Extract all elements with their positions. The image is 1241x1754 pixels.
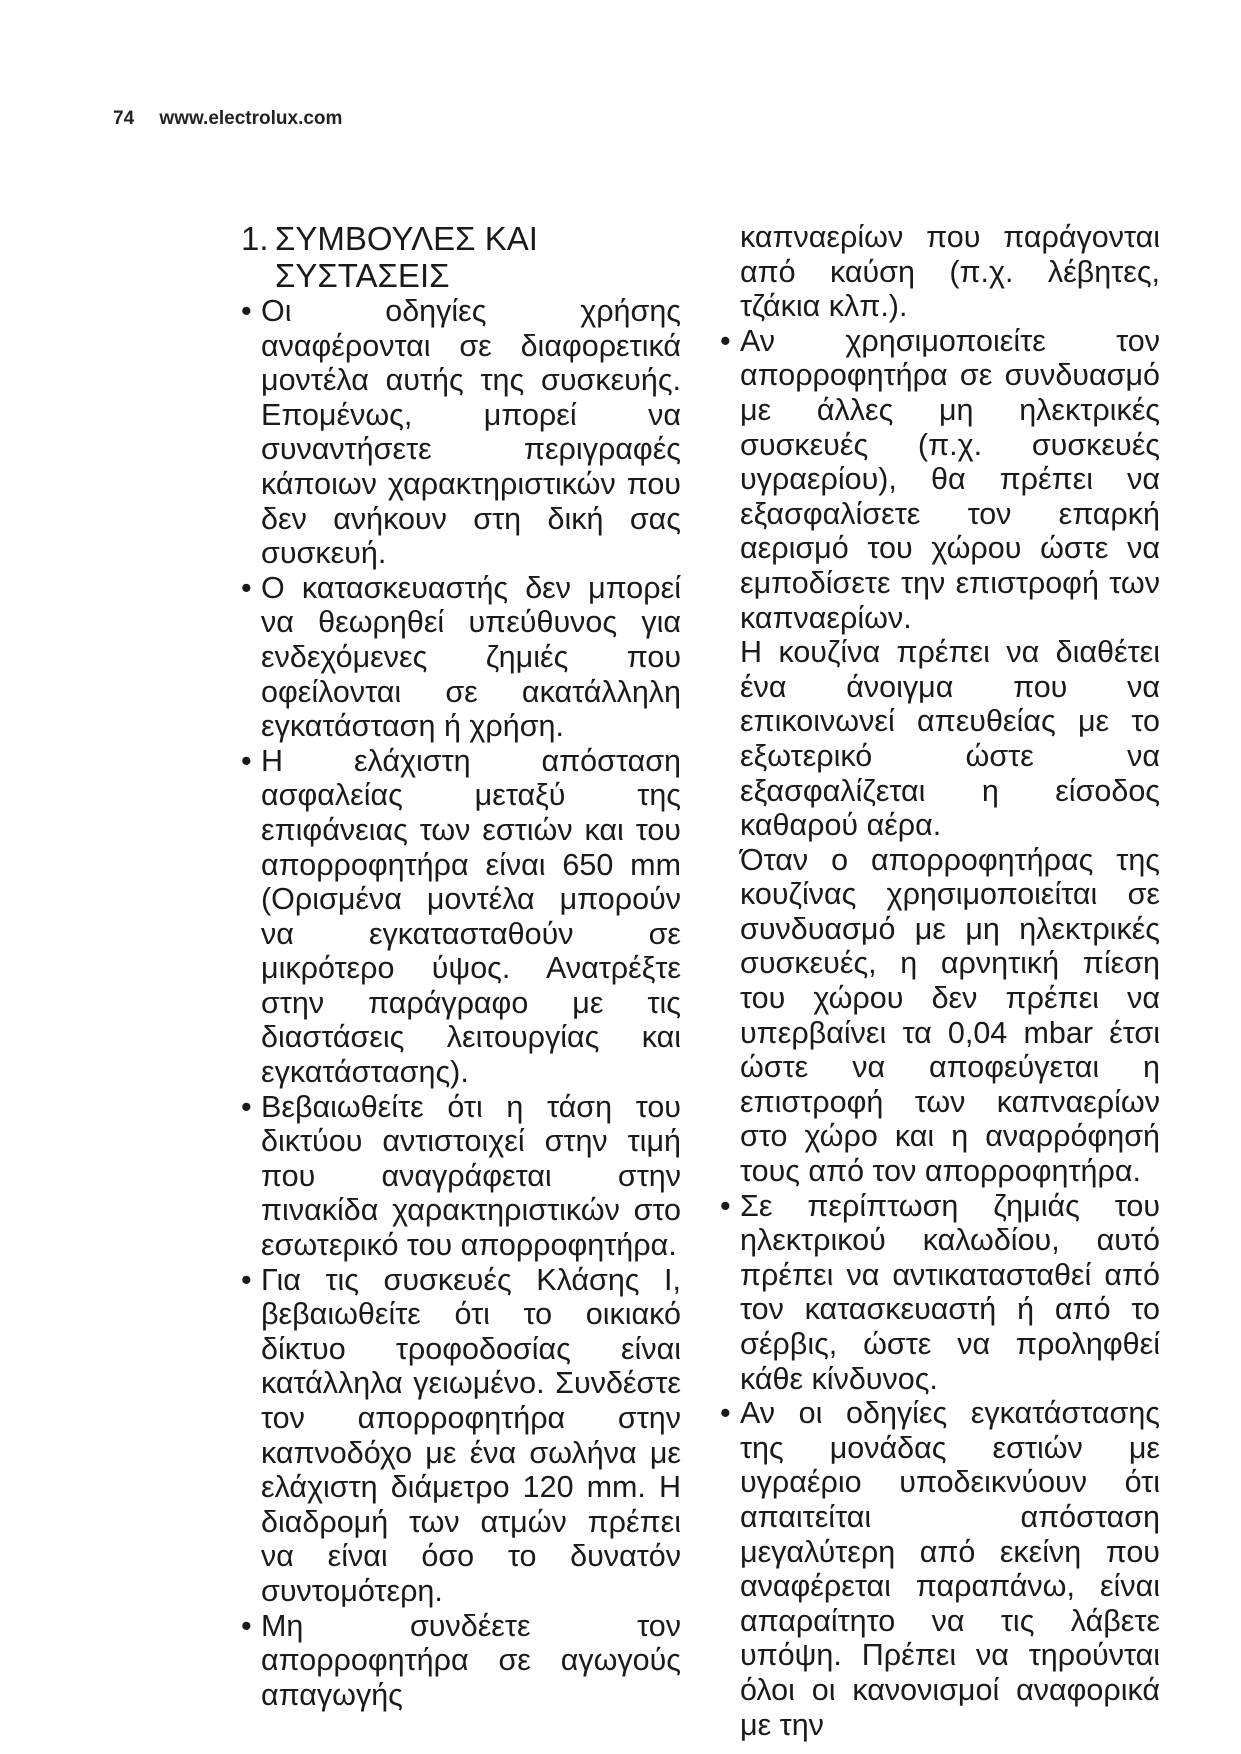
page-header — [113, 108, 342, 130]
list-item: • Μη συνδέετε τον απορροφητήρα σε αγωγούς απαγωγής — [241, 1609, 681, 1713]
section-number: 1. — [241, 220, 269, 257]
list-item: • Ο κατασκευαστής δεν μπορεί να θεωρηθεί υπεύθυνος για ενδεχόμενες ζημιές που οφείλονται σε ακατάλληλη εγκατάσταση ή χρήση. — [241, 571, 681, 744]
continued-text: καπναερίων που παράγονται από καύση (π.χ. λέβητες, τζάκια κλπ.). — [740, 220, 1160, 324]
bullet-list-right — [720, 324, 1160, 1742]
section-heading — [241, 220, 681, 294]
list-item: • Σε περίπτωση ζημιάς του ηλεκτρικού καλωδίου, αυτό πρέπει να αντικατασταθεί από τον κατασκευαστή ή από το σέρβις, ώστε να προληφθεί κάθε κίνδυνος. — [720, 1189, 1160, 1397]
left-column — [241, 220, 681, 1712]
paragraph: Η κουζίνα πρέπει να διαθέτει ένα άνοιγμα που να επικοινωνεί απευθείας με το εξωτερικό ώστε να εξασφαλίζεται η είσοδος καθαρού αέρα. — [740, 635, 1160, 843]
list-item — [720, 324, 1160, 1189]
right-column — [720, 220, 1160, 1742]
list-item: • Η ελάχιστη απόσταση ασφαλείας μεταξύ της επιφάνειας των εστιών και του απορροφητήρα είναι 650 mm (Ορισμένα μοντέλα μπορούν να εγκατασταθούν σε μικρότερο ύψος. Ανατρέξτε στην παράγραφο με τις διαστάσεις λειτουργίας και εγκατάστασης). — [241, 744, 681, 1090]
list-item: • Για τις συσκευές Κλάσης I, βεβαιωθείτε ότι το οικιακό δίκτυο τροφοδοσίας είναι κατάλληλα γειωμένο. Συνδέστε τον απορροφητήρα στην καπνοδόχο με ένα σωλήνα με ελάχιστη διάμετρο 120 mm. Η διαδρομή των ατμών πρέπει να είναι όσο το δυνατόν συντομότερη. — [241, 1263, 681, 1609]
list-item: • Βεβαιωθείτε ότι η τάση του δικτύου αντιστοιχεί στην τιμή που αναγράφεται στην πινακίδα χαρακτηριστικών στο εσωτερικό του απορροφητήρα. — [241, 1090, 681, 1263]
paragraph: Όταν ο απορροφητήρας της κουζίνας χρησιμοποιείται σε συνδυασμό με μη ηλεκτρικές συσκευές, η αρνητική πίεση του χώρου δεν πρέπει να υπερβαίνει τα 0,04 mbar έτσι ώστε να αποφεύγεται η επιστροφή των καπναερίων στο χώρο και η αναρρόφησή τους από τον απορροφητήρα. — [740, 842, 1160, 1189]
list-item: • Οι οδηγίες χρήσης αναφέρονται σε διαφορετικά μοντέλα αυτής της συσκευής. Επομένως, μπορεί να συναντήσετε περιγραφές κάποιων χαρακτηριστικών που δεν ανήκουν στη δική σας συσκευή. — [241, 294, 681, 571]
paragraph: • Αν χρησιμοποιείτε τον απορροφητήρα σε συνδυασμό με άλλες μη ηλεκτρικές συσκευές (π.χ. συσκευές υγραερίου), θα πρέπει να εξασφαλίσετε τον επαρκή αερισμό του χώρου ώστε να εμποδίσετε την επιστροφή των καπναερίων. — [740, 323, 1160, 635]
page-number: 74 — [113, 108, 135, 129]
list-item: • Αν οι οδηγίες εγκατάστασης της μονάδας εστιών με υγραέριο υποδεικνύουν ότι απαιτείται απόσταση μεγαλύτερη από εκείνη που αναφέρεται παραπάνω, είναι απαραίτητο να τις λάβετε υπόψη. Πρέπει να τηρούνται όλοι οι κανονισμοί αναφορικά με την — [720, 1396, 1160, 1742]
section-title: ΣΥΜΒΟΥΛΕΣ ΚΑΙ ΣΥΣΤΑΣΕΙΣ — [275, 220, 538, 294]
bullet-list-left — [241, 294, 681, 1712]
website-link[interactable]: www.electrolux.com — [159, 108, 343, 129]
